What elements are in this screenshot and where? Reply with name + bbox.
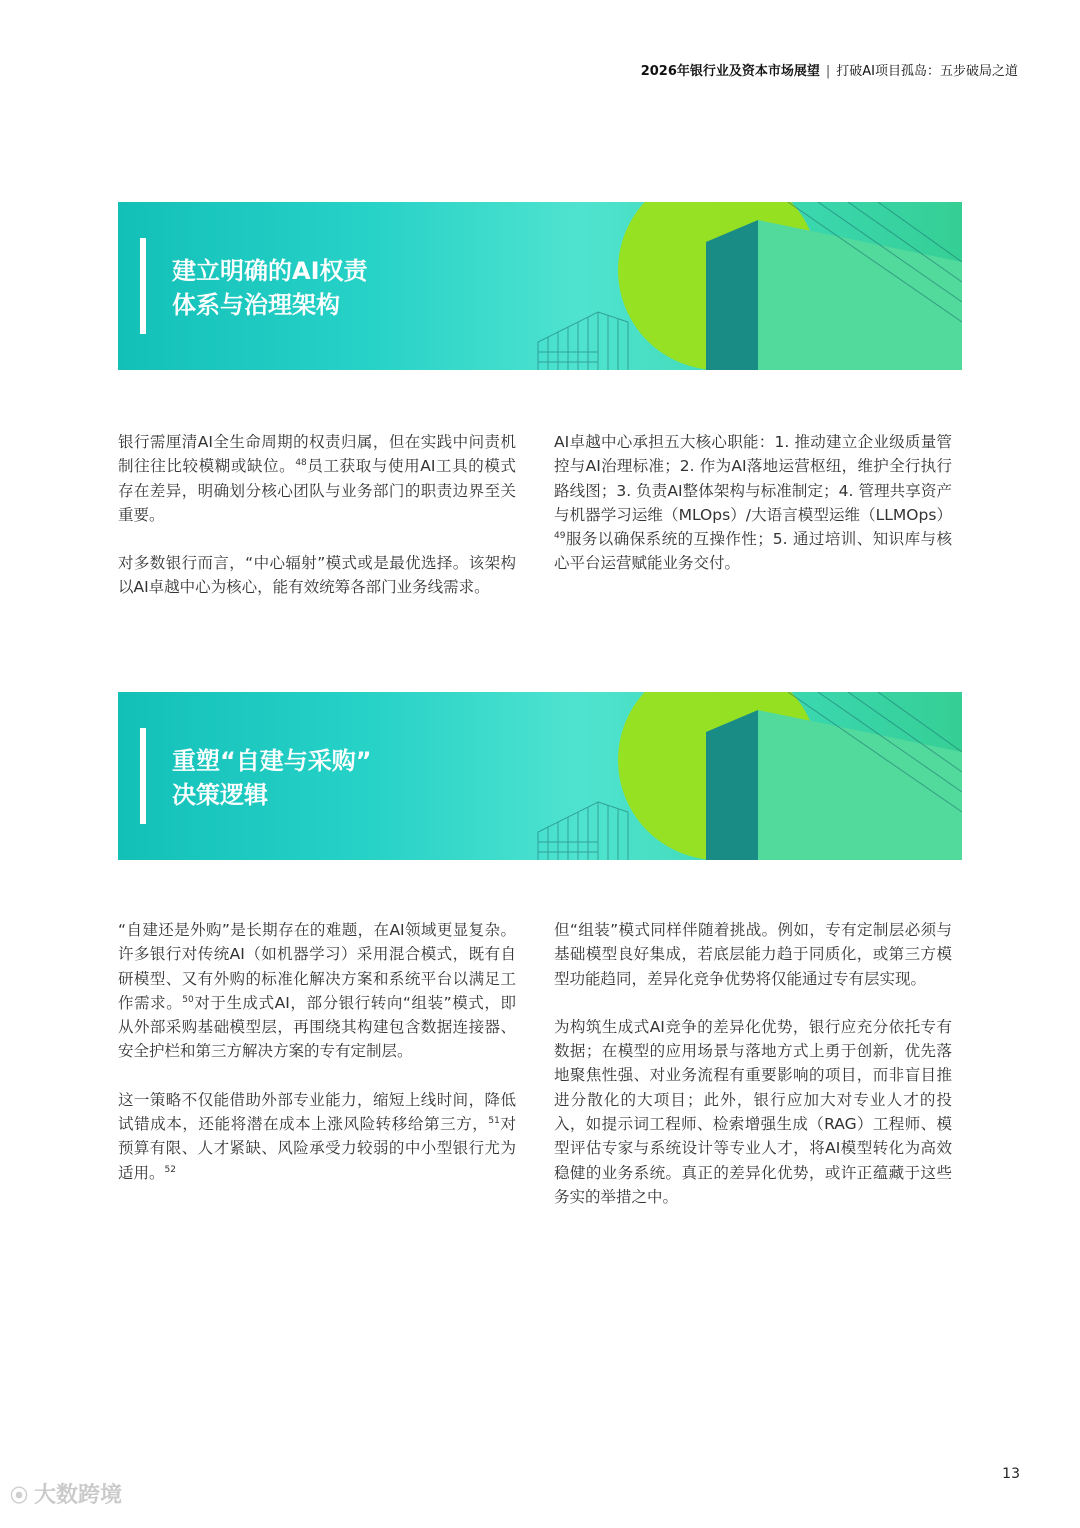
section-banner-2	[118, 692, 962, 860]
section2-left-column	[118, 918, 516, 1209]
text-run: 银行需厘清AI全生命周期的权责归属，但在实践中问责机制往往比较模糊或缺位。	[118, 433, 516, 476]
footnote-ref: 51	[488, 1115, 500, 1126]
watermark-text: 大数跨境	[34, 1483, 123, 1508]
footnote-ref: 48	[295, 458, 307, 469]
chapter-title: 打破AI项目孤岛：五步破局之道	[836, 64, 1018, 79]
banner-accent-bar	[140, 238, 146, 334]
paragraph	[118, 430, 516, 527]
text-run: 这一策略不仅能借助外部专业能力，缩短上线时间，降低试错成本，还能将潜在成本上涨风险转移给第三方，	[118, 1090, 516, 1134]
text-run: 对于生成式AI，部分银行转向“组装”模式，即从外部采购基础模型层，再围绕其构建包含数据连接器、安全护栏和第三方解决方案的专有定制层。	[118, 993, 516, 1061]
text-run: 员工获取与使用AI工具的模式存在差异，明确划分核心团队与业务部门的职责边界至关重要。	[118, 457, 516, 524]
paragraph: 但“组装”模式同样伴随着挑战。例如，专有定制层必须与基础模型良好集成，若底层能力趋于同质化，或第三方模型功能趋同，差异化竞争优势将仅能通过专有层实现。	[554, 921, 952, 988]
page-number: 13	[1002, 1466, 1020, 1482]
text-run: AI卓越中心承担五大核心职能：1. 推动建立企业级质量管控与AI治理标准；2. 作为AI落地运营枢纽，维护全行执行路线图；3. 负责AI整体架构与标准制定；4. 管理共享资产与机器学习运维（MLOps）/大语言模型运维（LLMOps）	[554, 433, 952, 524]
watermark	[10, 1478, 122, 1509]
section1-left-column	[118, 430, 516, 624]
footnote-ref: 52	[164, 1164, 176, 1175]
paragraph: 对多数银行而言，“中心辐射”模式或是最优选择。该架构以AI卓越中心为核心，能有效统筹各部门业务线需求。	[118, 554, 516, 597]
footnote-ref: 49	[554, 531, 566, 542]
paragraph	[554, 430, 952, 576]
paragraph: 为构筑生成式AI竞争的差异化优势，银行应充分依托专有数据；在模型的应用场景与落地方式上勇于创新，优先落地聚焦性强、对业务流程有重要影响的项目，而非盲目推进分散化的大项目；此外，银行应加大对专业人才的投入，如提示词工程师、检索增强生成（RAG）工程师、模型评估专家与系统设计等专业人才，将AI模型转化为高效稳健的业务系统。真正的差异化优势，或许正蕴藏于这些务实的举措之中。	[554, 1017, 952, 1206]
section-banner-1	[118, 202, 962, 370]
running-header	[641, 60, 1018, 79]
text-run: “自建还是外购”是长期存在的难题，在AI领域更显复杂。许多银行对传统AI（如机器学习）采用混合模式，既有自研模型、又有外购的标准化解决方案和系统平台以满足工作需求。	[118, 921, 516, 1012]
section-title-1: 建立明确的AI权责 体系与治理架构	[172, 257, 368, 319]
banner-accent-bar	[140, 728, 146, 824]
footnote-ref: 50	[182, 994, 194, 1005]
section2-right-column	[554, 918, 952, 1233]
logo-icon: ⦿	[10, 1486, 28, 1507]
section1-right-column	[554, 430, 952, 600]
section-title-2: 重塑“自建与采购” 决策逻辑	[172, 747, 372, 809]
text-run: 对预算有限、人才紧缺、风险承受力较弱的中小型银行尤为适用。	[118, 1115, 516, 1182]
header-separator: |	[825, 64, 831, 79]
paragraph	[118, 918, 516, 1064]
report-title: 2026年银行业及资本市场展望	[640, 64, 820, 79]
paragraph	[118, 1088, 516, 1185]
text-run: 服务以确保系统的互操作性；5. 通过培训、知识库与核心平台运营赋能业务交付。	[554, 530, 952, 573]
